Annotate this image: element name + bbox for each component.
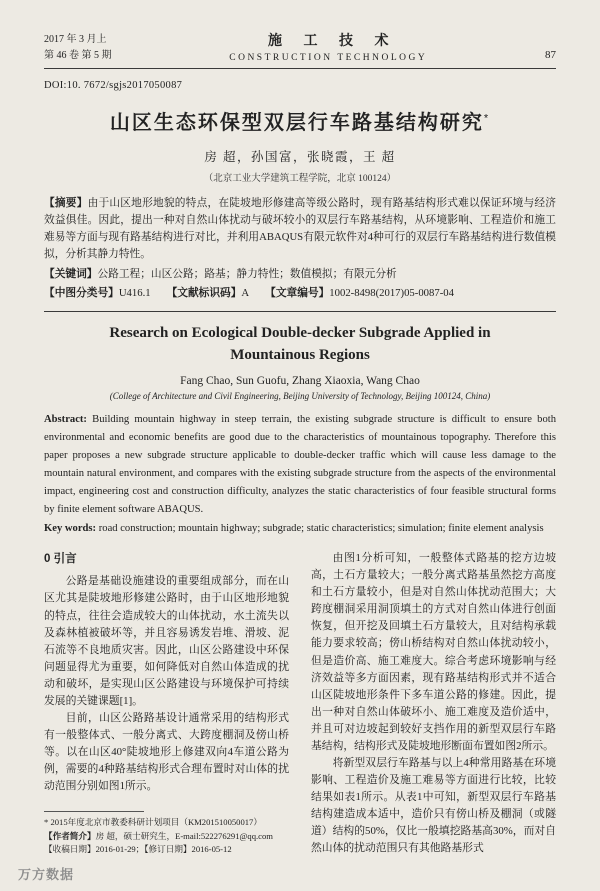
keywords-cn [44,266,556,283]
header-volume-issue: 第 46 卷 第 5 期 [44,49,112,61]
journal-masthead [229,30,427,63]
clc-line [44,285,556,302]
right-column [311,550,556,857]
affiliation-en: (College of Architecture and Civil Engineering, Beijing University of Technology, Beijing 100124, China) [109,391,491,402]
footnote-rule [44,811,144,812]
keywords-cn-text: 公路工程；山区公路；路基；静力特性；数值模拟；有限元分析 [97,267,397,280]
journal-name-en: CONSTRUCTION TECHNOLOGY [229,53,428,63]
doi-line: DOI:10. 7672/sgjs2017050087 [44,80,183,91]
clc-article-id: 【文章编号】1002-8498(2017)05-0087-04 [265,286,454,299]
authors-en: Fang Chao, Sun Guofu, Zhang Xiaoxia, Wang Chao [180,375,420,388]
body-paragraph: 将新型双层行车路基与以上4种常用路基在环境影响、工程造价及施工难易等方面进行比较，比较结果如表1所示。从表1中可知，新型双层行车路基结构建造成本适中，造价只有傍山桥及棚洞（或隧道）结构的50%，仅比一般填挖路基高30%，而对自然山体的扰动范围只有其他路基形式 [311,756,556,855]
body-columns [44,550,556,857]
footnote-dates: 【收稿日期】2016-01-29；【修订日期】2016-05-12 [44,844,232,855]
abstract-cn [44,195,556,264]
footnote-fund: * 2015年度北京市教委科研计划项目（KM201510050017） [44,816,262,827]
keywords-en [44,520,556,538]
article-title-en [44,323,556,367]
title-en-line2: Mountainous Regions [230,346,370,363]
footnote-block [44,801,289,857]
abstract-en [44,411,556,519]
affiliation-cn: （北京工业大学建筑工程学院，北京 100124） [203,174,397,184]
title-footnote-marker: * [483,112,491,125]
article-title-cn: 山区生态环保型双层行车路基结构研究* [109,112,491,134]
authors-cn: 房 超，孙国富，张晓霞，王 超 [204,150,396,164]
clc-class-number: 【中图分类号】U416.1 [44,286,151,299]
body-paragraph: 由图1分析可知，一般整体式路基的挖方边坡高，土石方量较大；一般分离式路基虽然挖方高度和土石方量较小，但是对自然山体扰动范围大；大跨度棚洞采用洞顶填土的方式对自然山体进行创面恢复，但开挖及回填土石方量较大，且对结构承载能力要求较高；傍山桥结构对自然山体扰动较小，但是造价高、施工难度大。综合考虑环境影响与经济效益等多方面因素，现有路基结构形式并不适合山区陡坡地形条件下多车道公路的修建。因此，提出一种对自然山体破坏小、施工难度及造价适中，并且可对边坡起到较好支挡作用的新型双层行车路基结构，结构形式及陡坡地形断面布置如图2所示。 [311,552,556,752]
abstract-cn-text: 由于山区地形地貌的特点，在陡坡地形修建高等级公路时，现有路基结构形式难以保证环境与经济效益俱佳。因此，提出一种对自然山体扰动与破坏较小的双层行车路基结构，从环境影响、工程造价和施工难易等方面与现有路基结构进行对比，并利用ABAQUS有限元软件对4种可行的双层行车路基结构进行数值模拟，分析其静力特性。 [44,197,556,261]
clc-document-code: 【文献标识码】A [166,286,250,299]
title-en-line1: Research on Ecological Double-decker Subgrade Applied in [109,324,491,341]
keywords-cn-label: 【关键词】 [44,267,98,280]
wanfang-data-watermark: 万方数据 [18,867,75,882]
body-paragraph: 目前，山区公路路基设计通常采用的结构形式有一般整体式、一般分离式、大跨度棚洞及傍山桥等。以在山区40°陡坡地形上修建双向4车道公路为例，需要的4种路基结构形式合理布置时对山体的扰动范围分别如图1所示。 [44,711,289,792]
footnote-author-bio: 【作者简介】房 超，硕士研究生，E-mail:522276291@qq.com [44,830,273,841]
left-column [44,550,289,857]
divider-rule-top [44,311,556,312]
abstract-en-text: Building mountain highway in steep terrain, the existing subgrade structure is difficult to ensure both environmental and economic benefits are good due to the characteristics of mountainous topography. Therefore this paper proposes a new subgrade structure applicable to double-decker traffic which will cause less damage to the mountain natural environment, and compares with the existing subgrade structure from the aspects of the environmental impact, engineering cost and construction difficulty, analyzes the static characteristics of four feasible structural forms by finite element software ABAQUS. [44,414,556,516]
journal-name-cn: 施 工 技 术 [267,34,398,49]
header-issue-block [44,32,112,63]
header-date: 2017 年 3 月上 [44,34,107,45]
keywords-en-text: road construction; mountain highway; subgrade; static characteristics; simulation; finite element analysis [98,523,544,535]
section-heading-introduction: 0 引言 [44,553,77,566]
journal-header [44,30,556,63]
body-paragraph: 公路是基础设施建设的重要组成部分，而在山区尤其是陡坡地形修建公路时，由于山区地形地貌的特点，往往会造成较大的山体扰动，水土流失以及森林植被破坏等，并且容易诱发岩堆、滑坡、泥石流等不良地质灾害。因此，山区公路建设中环保问题显得尤为重要，如何降低对自然山体造成的扰动和破坏，是实现山区公路建设与环境保护可持续发展的关键课题[1]。 [44,575,289,707]
keywords-en-label: Key words: [44,523,97,535]
abstract-cn-label: 【摘要】 [44,197,88,209]
header-rule [44,68,556,69]
page-number: 87 [544,49,556,61]
abstract-en-label: Abstract: [44,414,87,426]
